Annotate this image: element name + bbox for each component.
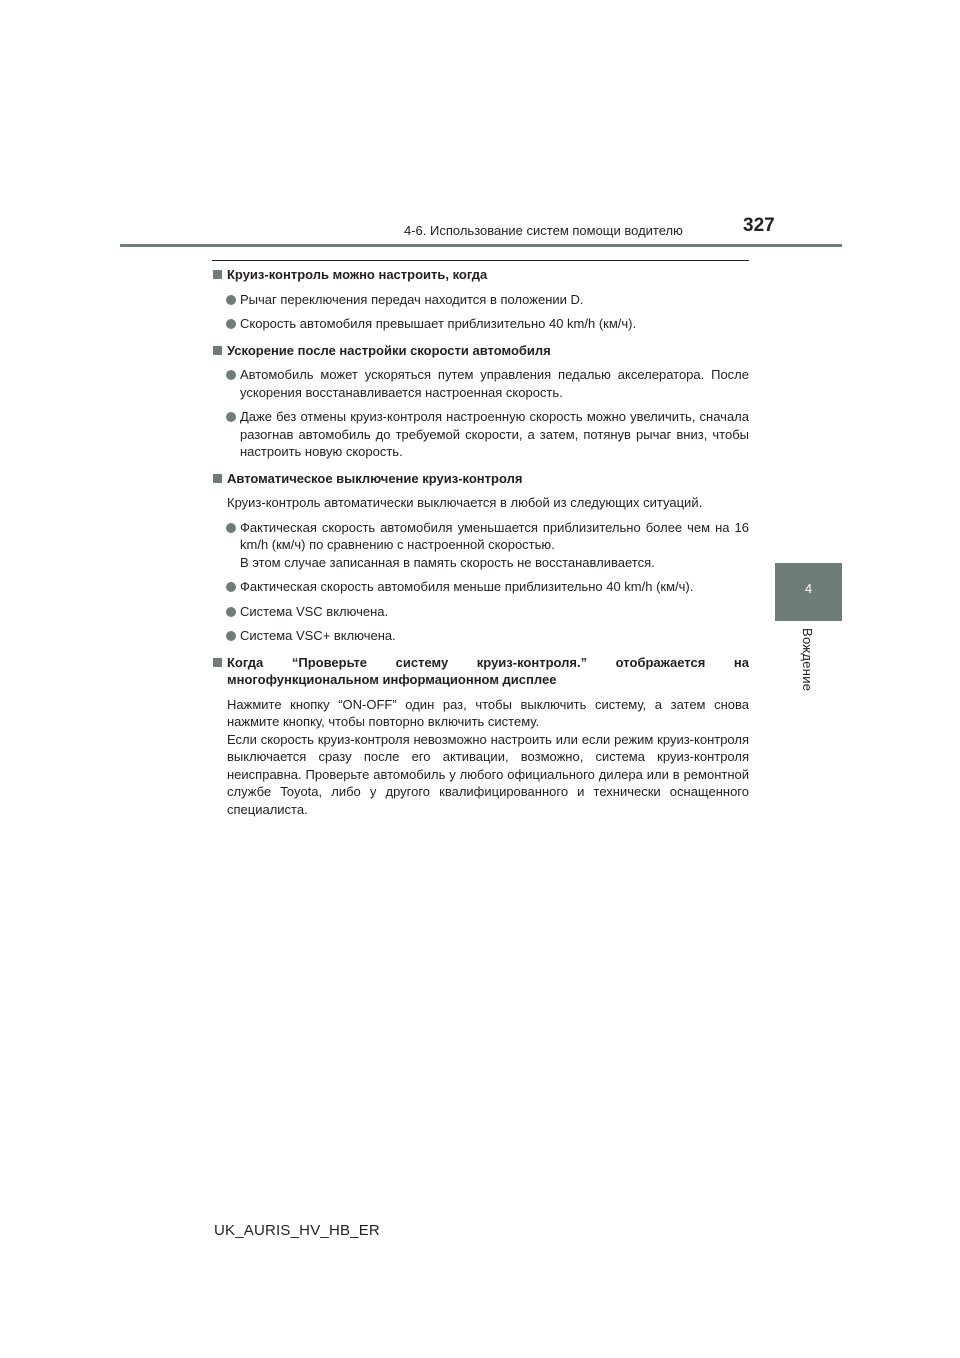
- circle-bullet-icon: [226, 607, 236, 617]
- circle-bullet-icon: [226, 412, 236, 422]
- chapter-number: 4: [804, 581, 813, 596]
- circle-bullet-icon: [226, 631, 236, 641]
- list-item: Рычаг переключения передач находится в положении D.: [212, 291, 749, 309]
- circle-bullet-icon: [226, 523, 236, 533]
- section-heading: Когда “Проверьте систему круиз-контроля.” отображается на многофункциональном информационном дисплее: [212, 654, 749, 689]
- list-item: Фактическая скорость автомобиля уменьшается приблизительно более чем на 16 km/h (км/ч) по сравнению с настроенной скоростью. В этом случае записанная в память скорость не восстанавливается.: [212, 519, 749, 572]
- list-item: Система VSC+ включена.: [212, 627, 749, 645]
- circle-bullet-icon: [226, 319, 236, 329]
- square-bullet-icon: [213, 270, 222, 279]
- running-header: 4-6. Использование систем помощи водителю: [404, 223, 683, 238]
- circle-bullet-icon: [226, 370, 236, 380]
- paragraph: Нажмите кнопку “ON-OFF” один раз, чтобы выключить систему, а затем снова нажмите кнопку, чтобы повторно включить систему. Если скорость круиз-контроля невозможно настроить или если режим круиз-контроля выключается сразу после его активации, возможно, система круиз-контроля неисправна. Проверьте автомобиль у любого официального дилера или в ремонтной службе Toyota, либо у другого квалифицированного и технически оснащенного специалиста.: [227, 696, 749, 817]
- chapter-label: Вождение: [800, 628, 815, 692]
- list-item-note: В этом случае записанная в память скорость не восстанавливается.: [240, 554, 655, 570]
- section-heading: Автоматическое выключение круиз-контроля: [212, 470, 749, 488]
- list-item: Даже без отмены круиз-контроля настроенную скорость можно увеличить, сначала разогнав автомобиль до требуемой скорости, а затем, потянув рычаг вниз, чтобы настроить новую скорость.: [212, 408, 749, 461]
- list-item: Система VSC включена.: [212, 603, 749, 621]
- list-item: Автомобиль может ускоряться путем управления педалью акселератора. После ускорения восстанавливается настроенная скорость.: [212, 366, 749, 401]
- document-code: UK_AURIS_HV_HB_ER: [214, 1222, 380, 1239]
- page-number: 327: [743, 215, 775, 236]
- chapter-tab: [775, 563, 842, 621]
- square-bullet-icon: [213, 658, 222, 667]
- square-bullet-icon: [213, 346, 222, 355]
- circle-bullet-icon: [226, 582, 236, 592]
- circle-bullet-icon: [226, 295, 236, 305]
- page-content: [212, 266, 749, 818]
- header-rule: [120, 244, 842, 247]
- list-item: Скорость автомобиля превышает приблизительно 40 km/h (км/ч).: [212, 315, 749, 333]
- section-rule: [212, 260, 749, 261]
- section-intro: Круиз-контроль автоматически выключается в любой из следующих ситуаций.: [227, 495, 703, 510]
- square-bullet-icon: [213, 474, 222, 483]
- section-heading: Круиз-контроль можно настроить, когда: [212, 266, 749, 284]
- list-item: Фактическая скорость автомобиля меньше приблизительно 40 km/h (км/ч).: [212, 578, 749, 596]
- section-heading: Ускорение после настройки скорости автомобиля: [212, 342, 749, 360]
